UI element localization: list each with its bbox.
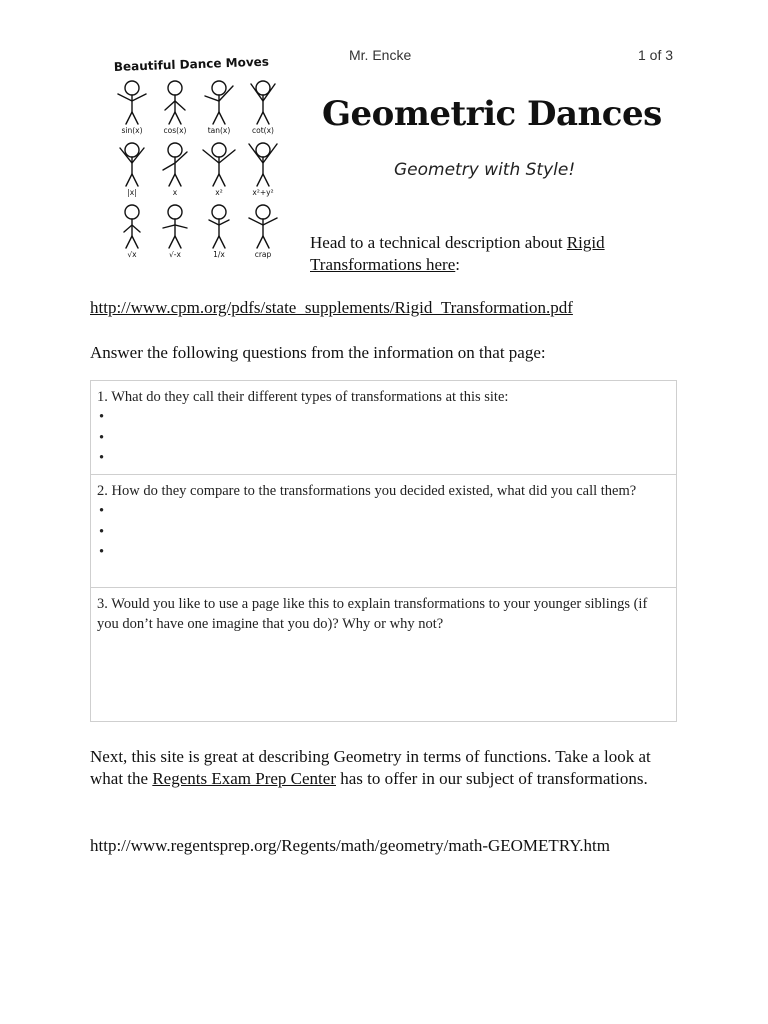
intro-suffix: : — [455, 255, 460, 274]
figure-label: cos(x) — [163, 126, 187, 135]
intro-paragraph — [310, 232, 670, 276]
next-paragraph — [90, 746, 680, 790]
figure-label: sin(x) — [121, 126, 143, 135]
stick-figure — [205, 81, 233, 124]
question-box-1 — [90, 380, 677, 475]
regents-url[interactable]: http://www.regentsprep.org/Regents/math/geometry/math-GEOMETRY.htm — [90, 836, 611, 855]
dance-moves-illustration — [108, 52, 298, 259]
cpm-url-link[interactable]: http://www.cpm.org/pdfs/state_supplements/Rigid_Transformation.pdf — [90, 298, 573, 317]
author-name: Mr. Encke — [349, 47, 412, 63]
stick-figure — [249, 205, 277, 248]
answer-bullet: • — [99, 450, 105, 466]
stick-figure — [120, 143, 144, 186]
intro-text: Head to a technical description about — [310, 233, 567, 252]
answer-bullet: • — [99, 523, 105, 540]
stick-figure — [203, 143, 235, 186]
stick-figure — [124, 205, 140, 248]
figure-label: 1/x — [213, 250, 225, 259]
stick-figure — [118, 81, 146, 124]
instruction-text: Answer the following questions from the information on that page: — [90, 343, 546, 362]
stick-figure — [165, 81, 185, 124]
stick-figure — [251, 81, 275, 124]
figure-label: x — [172, 188, 178, 197]
figure-label: √x — [127, 250, 137, 259]
illustration-caption: Beautiful Dance Moves — [113, 54, 270, 74]
page-title: Geometric Dances — [322, 94, 662, 134]
dance-moves-drawing — [108, 52, 298, 259]
figure-label: √-x — [169, 250, 181, 259]
figure-label: |x| — [127, 188, 137, 197]
rigid-link-part2[interactable]: Transformations here — [310, 255, 456, 274]
page-subtitle: Geometry with Style! — [394, 160, 576, 180]
stick-figure — [209, 205, 229, 248]
stick-figure — [163, 205, 187, 248]
answer-bullet: • — [99, 429, 105, 446]
regents-prep-link[interactable]: Regents Exam Prep Center — [152, 769, 336, 788]
stick-figure — [249, 143, 277, 186]
answer-bullet: • — [99, 409, 105, 425]
answer-bullet: • — [99, 544, 105, 560]
question-1-text: 1. What do they call their different types of transformations at this site: — [97, 389, 509, 405]
answer-bullet: • — [99, 503, 105, 519]
question-2-text: 2. How do they compare to the transformations you decided existed, what did you call them? — [97, 483, 637, 499]
figure-label: x² — [215, 188, 223, 197]
figure-label: cot(x) — [252, 126, 274, 135]
question-box-2 — [90, 475, 677, 588]
question-box-3 — [90, 588, 677, 722]
next-text: Next, this site is great at describing Geometry in terms of functions. Take a look at what the — [90, 747, 651, 788]
figure-label: x²+y² — [252, 188, 274, 197]
question-3-text: 3. Would you like to use a page like this to explain transformations to your younger siblings (if you don’t have one imagine that you do)? Why or why not? — [97, 596, 648, 632]
stick-figure — [163, 143, 187, 186]
figure-label: tan(x) — [207, 126, 231, 135]
figure-label: crap — [254, 250, 272, 259]
page-number: 1 of 3 — [638, 47, 674, 63]
next-suffix: has to offer in our subject of transformations. — [335, 769, 648, 788]
rigid-link-part1[interactable]: Rigid — [566, 233, 605, 252]
